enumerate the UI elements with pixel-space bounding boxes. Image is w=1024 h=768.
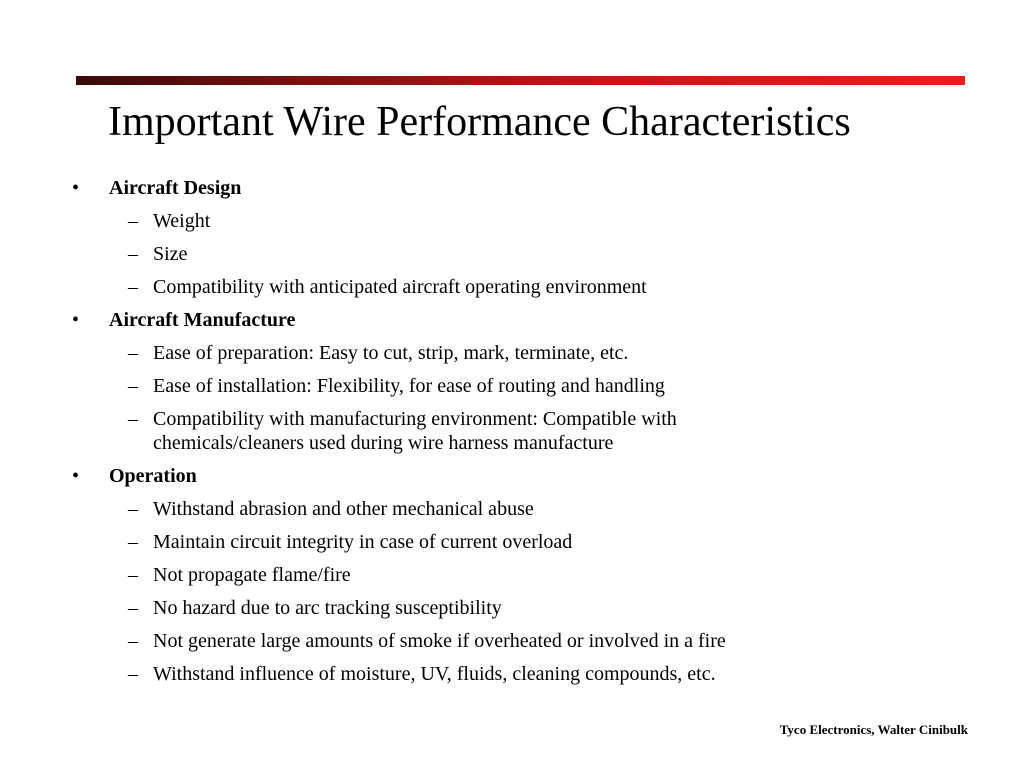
dash-icon: – — [128, 210, 138, 232]
list-item — [0, 374, 773, 398]
list-item-text: Not generate large amounts of smoke if overheated or involved in a fire — [153, 630, 726, 652]
bullet-list — [0, 176, 1024, 695]
list-item — [0, 530, 773, 554]
title-accent-bar — [76, 76, 965, 85]
dash-icon: – — [128, 663, 138, 685]
dash-icon: – — [128, 630, 138, 652]
list-item-text: Compatibility with anticipated aircraft operating environment — [153, 276, 647, 298]
list-item — [0, 596, 773, 620]
section-heading — [0, 176, 1024, 200]
list-item-text: Withstand influence of moisture, UV, fluids, cleaning compounds, etc. — [153, 663, 716, 685]
dash-icon: – — [128, 564, 138, 586]
list-item — [0, 407, 773, 455]
section-heading-text: Operation — [109, 465, 197, 487]
section-heading-text: Aircraft Design — [109, 177, 242, 199]
list-item — [0, 497, 773, 521]
dash-icon: – — [128, 276, 138, 298]
list-item — [0, 563, 773, 587]
footer-credit: Tyco Electronics, Walter Cinibulk — [779, 722, 968, 737]
list-item-text: Ease of preparation: Easy to cut, strip, mark, terminate, etc. — [153, 342, 629, 364]
list-item — [0, 662, 773, 686]
list-item-text: Ease of installation: Flexibility, for ease of routing and handling — [153, 375, 665, 397]
section-heading-text: Aircraft Manufacture — [109, 309, 296, 331]
dash-icon: – — [128, 375, 138, 397]
list-item — [0, 341, 773, 365]
dash-icon: – — [128, 408, 138, 430]
dash-icon: – — [128, 597, 138, 619]
section-heading — [0, 308, 1024, 332]
list-item-text: Size — [153, 243, 188, 265]
section-heading — [0, 464, 1024, 488]
slide-title: Important Wire Performance Characteristics — [108, 99, 851, 145]
dash-icon: – — [128, 243, 138, 265]
list-item — [0, 242, 773, 266]
list-item — [0, 629, 773, 653]
list-item-text: Compatibility with manufacturing environment: Compatible with chemicals/cleaners used during wire harness manufacture — [153, 408, 677, 454]
bullet-icon: • — [72, 177, 80, 199]
list-item — [0, 209, 773, 233]
bullet-icon: • — [72, 465, 80, 487]
dash-icon: – — [128, 498, 138, 520]
list-item-text: Weight — [153, 210, 211, 232]
list-item-text: Not propagate flame/fire — [153, 564, 351, 586]
bullet-icon: • — [72, 309, 80, 331]
list-item-text: No hazard due to arc tracking susceptibility — [153, 597, 502, 619]
dash-icon: – — [128, 342, 138, 364]
list-item — [0, 275, 773, 299]
list-item-text: Withstand abrasion and other mechanical abuse — [153, 498, 534, 520]
dash-icon: – — [128, 531, 138, 553]
list-item-text: Maintain circuit integrity in case of current overload — [153, 531, 573, 553]
